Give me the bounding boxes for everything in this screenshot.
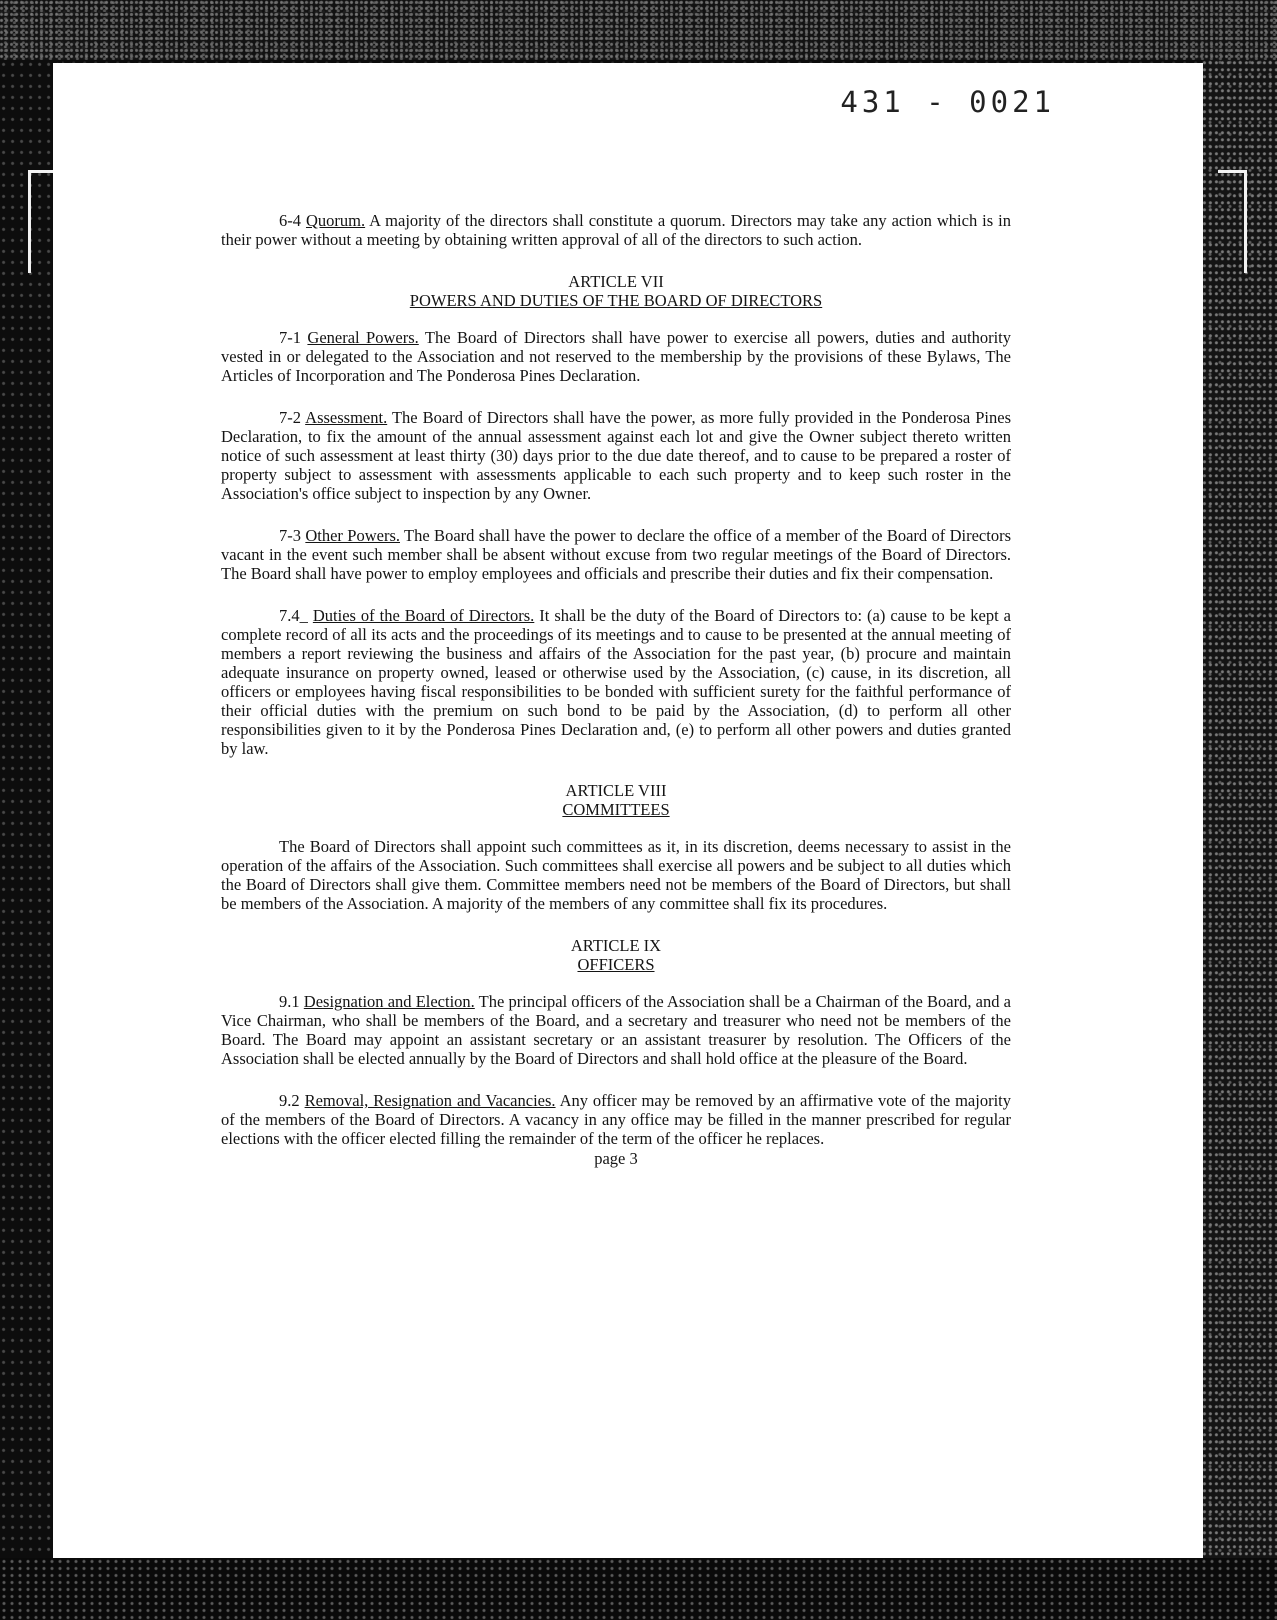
section-text: The Board of Directors shall appoint such committees as it, in its discretion, deems necessary to assist in the operation of the affairs of the Association. Such committees shall exercise all powers and be subject to all duties which the Board of Directors shall give them. Committee members need not be members of the Board of Directors, but shall be members of the Association. A majority of the members of any committee shall fix its procedures. [221,837,1011,913]
section-text: The Board of Directors shall have power to exercise all powers, duties and authority vested in or delegated to the Association and not reserved to the membership by the provisions of these Bylaws, The Articles of Incorporation and The Ponderosa Pines Declaration. [221,328,1011,385]
scan-noise-bottom [0,1558,1277,1620]
scan-noise-right [1202,60,1277,1560]
section-number: 6-4 [279,211,301,230]
section-heading: Removal, Resignation and Vacancies. [304,1091,556,1110]
section-paragraph [221,992,1011,1068]
section-number: 7.4_ [279,606,308,625]
section-heading: Duties of the Board of Directors. [312,606,535,625]
section-paragraph [221,526,1011,583]
article-title: COMMITTEES [562,800,670,819]
section-number: 7-3 [279,526,301,545]
document-body [221,211,1011,1168]
scan-noise-top [0,0,1277,60]
section-heading: Assessment. [305,408,388,427]
scan-bracket-right [1218,170,1247,273]
document-page [53,63,1203,1558]
section-number: 7-2 [279,408,301,427]
section-text: The Board of Directors shall have the power, as more fully provided in the Ponderosa Pines Declaration, to fix the amount of the annual assessment against each lot and give the Owner subject thereto written notice of such assessment at least thirty (30) days prior to the due date thereof, and to cause to be prepared a roster of property subject to assessment with assessments applicable to each such property and to keep such roster in the Association's office subject to inspection by any Owner. [221,408,1011,503]
article-heading [221,936,1011,974]
section-heading: Other Powers. [305,526,400,545]
section-text: Any officer may be removed by an affirmative vote of the majority of the members of the Board of Directors. A vacancy in any office may be filled in the manner prescribed for regular elections with the officer elected filling the remainder of the term of the officer he replaces. [221,1091,1012,1148]
article-heading [221,781,1011,819]
article-heading [221,272,1011,310]
section-paragraph [221,1091,1011,1148]
section-paragraph [221,328,1011,385]
section-heading: Quorum. [305,211,366,230]
article-label: ARTICLE VIII [565,781,667,800]
section-paragraph [221,408,1011,503]
page-number: page 3 [594,1149,638,1168]
section-text: The principal officers of the Association shall be a Chairman of the Board, and a Vice Chairman, who shall be members of the Board, and a secretary and treasurer who need not be members of the Board. The Board may appoint an assistant secretary or an assistant treasurer by resolution. The Officers of the Association shall be elected annually by the Board of Directors and shall hold office at the pleasure of the Board. [221,992,1011,1068]
article-title: POWERS AND DUTIES OF THE BOARD OF DIRECTORS [409,291,823,310]
section-heading: Designation and Election. [303,992,475,1011]
section-paragraph [221,837,1011,913]
article-label: ARTICLE IX [570,936,662,955]
section-text: It shall be the duty of the Board of Directors to: (a) cause to be kept a complete record of all its acts and the proceedings of its meetings and to cause to be presented at the annual meeting of members a report reviewing the business and affairs of the Association for the past year, (b) procure and maintain adequate insurance on property owned, leased or otherwise used by the Association, (c) cause, in its discretion, all officers or employees having fiscal responsibilities to be bonded with sufficient surety for the faithful performance of their official duties with the premium on such bond to be paid by the Association, (d) to perform all other responsibilities given to it by the Ponderosa Pines Declaration and, (e) to perform all other powers and duties granted by law. [221,606,1012,758]
section-number: 9.2 [279,1091,300,1110]
section-number: 7-1 [279,328,301,347]
section-heading: General Powers. [307,328,419,347]
section-number: 9.1 [279,992,300,1011]
document-number: 431 - 0021 [840,85,1055,119]
article-title: OFFICERS [577,955,655,974]
article-label: ARTICLE VII [568,272,664,291]
section-paragraph [221,211,1011,249]
section-text: A majority of the directors shall constitute a quorum. Directors may take any action which is in their power without a meeting by obtaining written approval of all of the directors to such action. [221,211,1012,249]
section-text: The Board shall have the power to declare the office of a member of the Board of Directors vacant in the event such member shall be absent without excuse from two regular meetings of the Board of Directors. The Board shall have power to employ employees and officials and prescribe their duties and fix their compensation. [221,526,1011,583]
section-paragraph [221,606,1011,758]
